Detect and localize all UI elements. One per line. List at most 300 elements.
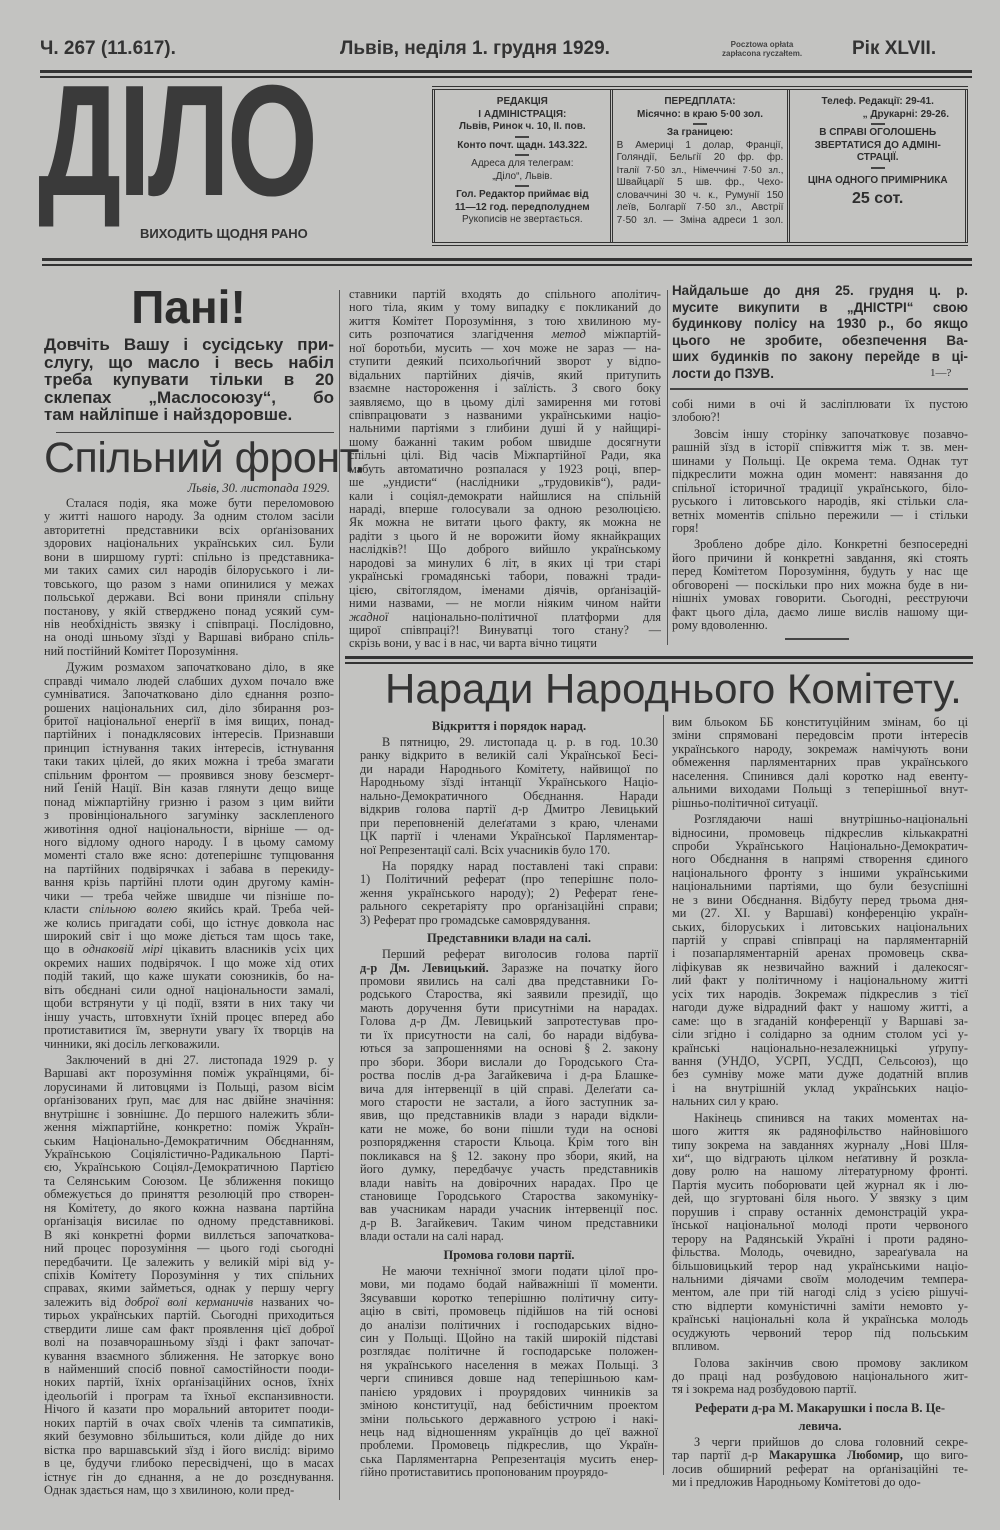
- text-line: розпорядження старости Кльоца. Крім того він: [360, 1135, 658, 1150]
- text-line: іншу участь, штовхнути їхній процес вперед або: [44, 1009, 334, 1024]
- subheading: Промова голови партії.: [443, 1247, 575, 1262]
- text-line: Накінець спинився на таких моментах на-: [694, 1110, 968, 1125]
- text-line: лий факт у політичному і національному житті: [672, 973, 968, 988]
- text-line: саме: що в згаданій конференції у Варшаві за-: [672, 1013, 968, 1028]
- text-line: [44, 1296, 334, 1309]
- text-line: животіння одної національности, вірніше — од-: [44, 821, 334, 836]
- text-segment: тар партії д-р: [672, 1448, 769, 1463]
- subheading: Відкриття і порядок нарад.: [431, 719, 587, 733]
- paragraph: [44, 1054, 334, 1497]
- paragraph: [672, 538, 968, 632]
- editorial-address: Львів, Ринок ч. 10, II. пов.: [458, 121, 586, 132]
- text-segment: міжпартій-: [585, 327, 661, 342]
- text-line: шого життя як радянофільство найновішого: [672, 1124, 968, 1139]
- text-line: мого старости не застали, а його заступник за-: [360, 1094, 658, 1109]
- text-line: хи“, що відграють цілком неґативну й розкла-: [672, 1151, 968, 1166]
- text-line: там найліпше і найздоровше.: [44, 405, 293, 425]
- text-line: відкрив голова партії д-р Дмитро Левицький: [360, 802, 658, 817]
- column-rule: [667, 290, 668, 645]
- text-line: зміни польського державного устрою і накі-: [360, 1411, 658, 1426]
- divider: [693, 123, 707, 125]
- text-line: родського Староства, які заявили президії, що: [360, 987, 658, 1002]
- telegram-label: Адреса для телеграм:: [471, 158, 574, 169]
- paragraph: [672, 716, 968, 810]
- text-line: дову ролю на нашому літературному фронті.: [672, 1164, 968, 1179]
- text-line: і позапарляментарній аренах промовець сква-: [672, 946, 968, 961]
- abroad-price-line: Італії 7·50 зл., Німеччині 7·50 зл.,: [616, 164, 784, 176]
- subscription-info: [610, 90, 788, 242]
- divider: [56, 432, 334, 433]
- text-line: з провінціонального загумінку засклепленого: [44, 808, 334, 823]
- text-line: На порядку нарад поставлені такі справи:: [382, 858, 658, 873]
- divider: [515, 185, 529, 187]
- paragraph: [44, 336, 334, 424]
- text-line: постанову, у якій ствердженo понад усякий сум-: [44, 603, 334, 618]
- paragraph: [672, 428, 968, 536]
- subheading: Представники влади на салі.: [427, 931, 591, 946]
- text-line: народові за минулих 6 літ, в яких ці три старі: [349, 555, 661, 570]
- text-line: протиставитися їм, звернути увагу їх творців на: [44, 1023, 334, 1038]
- text-line: Перший реферат виголосив голова партії: [382, 947, 658, 962]
- text-line: ветніх моментів спільно пережили — і стільки: [672, 507, 968, 522]
- text-line: ми таких самих сил народів білоруського і ли-: [44, 563, 334, 578]
- text-line: ших будинків по закону перейде в ці-: [672, 349, 968, 364]
- text-line: тя і зокрема над розбудовою партії.: [672, 1382, 857, 1397]
- text-line: рому вдоволенню.: [672, 618, 768, 633]
- text-line: їнської національної молоді проти червоного: [672, 1218, 968, 1233]
- text-line: 1) Політичний реферат (про теперішнє поло-: [360, 872, 658, 887]
- text-line: Зроблено добре діло. Конкретні безпосередні: [694, 537, 968, 552]
- text-line: влади остали на салі нарад.: [360, 1229, 504, 1244]
- text-line: ментом, але при тій нагоді слід з усією рішучі-: [672, 1285, 968, 1300]
- price-label: ЦІНА ОДНОГО ПРИМІРНИКА: [807, 174, 948, 186]
- text-line: внутрішнє і зовнішнє. До першого належить збли-: [44, 1106, 334, 1121]
- article-column: [44, 497, 334, 1530]
- text-line: нець над відношенням українців до цеї важної: [360, 1425, 658, 1440]
- italic-text: однаковій мірі: [82, 942, 164, 957]
- text-line: спроби Українського Національно-Демократич-: [672, 838, 968, 853]
- text-line: чинники, які досіль легковажили.: [44, 1036, 220, 1051]
- article-end-rule: [785, 638, 849, 640]
- text-line: Дужим розмахом започатковано діло, в яке: [66, 660, 334, 675]
- text-line: Не маючи технічної змоги подати цілої про-: [382, 1263, 658, 1278]
- editorial-info: [432, 90, 610, 242]
- divider: [515, 154, 529, 156]
- article-column: [672, 398, 968, 638]
- text-line: [44, 943, 334, 956]
- text-line: на партійних подвірячках і забава в перекиду-: [44, 861, 334, 876]
- text-line: справді чимало людей слабших духом почало вже: [44, 673, 334, 688]
- paragraph: [672, 398, 968, 425]
- paragraph: [360, 860, 658, 927]
- paragraph: [672, 283, 968, 382]
- article-title: Наради Народнього Комітету.: [385, 665, 962, 712]
- column-rule: [663, 715, 664, 1475]
- text-line: Голова д-р Дм. Левицький запротестував про-: [360, 1014, 658, 1029]
- text-line: лосив обширний реферат на орґанізаційні те-: [672, 1461, 968, 1476]
- text-line: Нічого й казати про моральний авторитет пооди-: [44, 1402, 334, 1417]
- text-line: вання (УНДО, УСРП, УСДП, Сельсоюз), що: [672, 1053, 968, 1068]
- text-line: тирьох українських партій. Сьогодні приходиться: [44, 1308, 334, 1323]
- paragraph: [360, 1265, 658, 1480]
- text-line: впливом.: [672, 1339, 720, 1354]
- section-rule: [345, 656, 973, 664]
- text-line: радіти з цього й не ворожити йому якнайкращих: [349, 528, 661, 543]
- text-line: без сумніву може мати дуже додатній вплив: [672, 1067, 968, 1082]
- text-line: ським Національно-Демократичним Обєднанням,: [44, 1133, 334, 1148]
- italic-text: спільною волею: [89, 902, 178, 917]
- text-line: ноких партій, їхніх орґанізаційних основ, їхніх: [44, 1375, 334, 1390]
- text-line: ний процес порозуміння — цього годі сьогодні: [44, 1241, 334, 1256]
- editorial-heading: І АДМІНІСТРАЦІЯ:: [478, 108, 567, 120]
- text-line: єю, Українською Соціял-Демократичною Партією: [44, 1160, 334, 1175]
- text-line: злобою?!: [672, 410, 721, 425]
- text-line: ти їх присутности на салі, бо наради відбува-: [360, 1027, 658, 1042]
- text-line: вав учасникам наради учасник інтервенції пос.: [360, 1202, 658, 1217]
- text-line: шому бажанні таким робом швидше досягнути: [349, 434, 661, 449]
- text-line: ються за запрошеннями на основі § 2. закону: [360, 1041, 658, 1056]
- text-line: який безумовно збільшиться, коли дійде до них: [44, 1429, 334, 1444]
- text-line: промови явились на салі два представники Го-: [360, 974, 658, 989]
- text-segment: названих чо-: [253, 1294, 334, 1309]
- text-line: д-р В. Загайкевич. Таким чином представники: [360, 1215, 658, 1230]
- text-line: партій у справі співпраці на парляментарній: [672, 933, 968, 948]
- text-line: його причини й конкретні завдання, які стоять: [672, 550, 968, 565]
- text-line: Партія мусить поборювати цей журнал як і лю-: [672, 1177, 968, 1192]
- text-line: Довчіть Вашу і сусідську при-: [44, 336, 334, 354]
- text-line: ної боротьби, мусить — хоч може не зараз — на-: [349, 340, 661, 355]
- text-line: ної Репрезентації салі. Всіх учасників було 170.: [360, 842, 611, 857]
- text-line: влади навіть на довірочних нарадах. Про це: [360, 1175, 658, 1190]
- text-line: подій такий, що каже шукати союзників, бо на-: [44, 969, 334, 984]
- paragraph: [672, 813, 968, 1109]
- text-line: же колись пригадати собі, що істнує довкола нас: [44, 915, 334, 930]
- text-line: панією урядових і проурядових чинників за: [360, 1384, 658, 1399]
- ads-note: ЗВЕРТАТИСЯ ДО АДМІНІ-: [814, 139, 941, 151]
- text-line: рошених національних сил, діло збирання роз-: [44, 700, 334, 715]
- editor-hours: 11—12 год. передполуднем: [455, 201, 590, 213]
- text-line: роства послів д-ра Загайкевича і д-ра Блашке-: [360, 1068, 658, 1083]
- text-line: факт цього діла, даємо лише вислів нашому щи-: [672, 604, 968, 619]
- text-line: ідеольоґій і програм та їхньої експанзивности.: [44, 1388, 334, 1403]
- subscription-heading: ПЕРЕДПЛАТА:: [664, 96, 736, 107]
- text-line: окремих наших подвірячок. І що може хід отих: [44, 955, 334, 970]
- text-line: явив, що представників влади з наради відкли-: [360, 1108, 658, 1123]
- text-segment: цікавить власників усіх цих: [163, 942, 334, 957]
- text-line: Зясувавши коротко теперішню політичну ситу-: [360, 1290, 658, 1305]
- text-line: кування взаємного зближення. Не заторкує воно: [44, 1348, 334, 1363]
- text-line: не з вини Обєднання. Відбуту перед трьома дня-: [672, 892, 968, 907]
- text-line: З черги прийшов до слова головний секре-: [694, 1434, 968, 1449]
- text-line: зміни спрямовані передовсім проти інтересів: [672, 728, 968, 743]
- text-line: покликався на § 12. закону про збори, який, на: [360, 1148, 658, 1163]
- abroad-price-line: 7·50 зл. — Зміна адреси 1 зол.: [616, 214, 784, 226]
- ad-code: 1—?: [930, 367, 952, 379]
- postal-note-line: Pocztowa opłata: [730, 40, 794, 49]
- abroad-price-line: Швайцарії 5 шв. фр., Чехо-: [616, 177, 784, 188]
- telegram-address: „Діло“, Львів.: [492, 170, 553, 182]
- text-line: мають доручення бути присутніми на нарадах.: [360, 1000, 658, 1015]
- text-segment: національно-політичної платформи для: [388, 609, 661, 624]
- text-line: В які конкретні форми виллється започаткова-: [44, 1227, 334, 1242]
- text-line: горя!: [672, 520, 699, 535]
- abroad-price-line: В Америці 1 долар, Франції,: [616, 139, 784, 151]
- text-line: [360, 962, 658, 975]
- text-line: ними назвами, — не могли ніяким чином найти: [349, 596, 661, 611]
- paragraph: [349, 288, 661, 651]
- text-line: орґанізація висилає по одному представникові.: [44, 1214, 334, 1229]
- text-line: передбачити. Це залежить у великій мірі від у-: [44, 1254, 334, 1269]
- bold-text: д-р Дм. Левицький.: [360, 960, 489, 975]
- text-segment: якийсь край. Треба чей-: [177, 902, 334, 917]
- text-line: національного фронту з іншими українськими: [672, 865, 968, 880]
- manuscripts-note: Рукописів не звертається.: [461, 214, 583, 225]
- text-line: орґанізованих ґруп, має для нас двійне значіння:: [44, 1093, 334, 1108]
- text-line: наслідків?! Що доброго вийшло українському: [349, 542, 661, 557]
- text-line: нальними партіями з глибини душі й у найщирі-: [349, 421, 661, 436]
- text-line: відносини, промовець підкреслив кількакратні: [672, 825, 968, 840]
- text-line: національними партіями, що були безуспішні: [672, 879, 968, 894]
- text-line: населення. Спинився далі коротко над евенту-: [672, 768, 968, 783]
- text-line: склепах „Маслосоюзу“, бо: [44, 387, 334, 407]
- text-line: спільним фронтом — проявився знову безсмерт-: [44, 767, 334, 782]
- text-line: більшовицький терор над українськими націо-: [672, 1258, 968, 1273]
- text-line: ний Ґеній Нації. Він казав глянути дещо вище: [44, 781, 334, 796]
- text-line: зміною конституції, над бебістичним проектом: [360, 1398, 658, 1413]
- text-line: сіли згідно і солідарно за одним столом усі у-: [672, 1027, 968, 1042]
- phone-printing: „ Друкарні: 29-26.: [862, 108, 950, 120]
- text-line: ня Комітету, до якого кожна названа партійна: [44, 1200, 334, 1215]
- divider: [871, 167, 885, 169]
- text-line: ми (27. XI. у Варшаві) конференцію україн-: [672, 906, 968, 921]
- text-line: польської держави. Всі вони приняли спільну: [44, 590, 334, 605]
- text-line: обмеження парляментарних прав українського: [672, 755, 968, 770]
- bold-text: Макарушка Любомир,: [768, 1448, 903, 1463]
- italic-text: метод: [551, 327, 586, 342]
- text-line: усіх тих народів. Зокремаж підкреслив з тієї: [672, 986, 968, 1001]
- text-line: 3) Реферат про громадське самоврядування.: [360, 912, 591, 927]
- text-line: будинкову полісу на 1930 р., бо якщо: [672, 316, 968, 331]
- editor-hours: Гол. Редактор приймає від: [456, 189, 589, 200]
- text-line: ний постійний Комітет Порозуміння.: [44, 643, 239, 658]
- text-line: ацію в світі, промовець підійшов на тій основі: [360, 1304, 658, 1319]
- text-line: мабуть автоматично розпалася у 1923 році, впер-: [349, 461, 661, 476]
- text-line: принцип істнування таких інтересів, істнування: [44, 740, 334, 755]
- divider: [670, 388, 968, 390]
- abroad-price-line: словаччині 30 ч. к., Румунії 150: [616, 189, 784, 201]
- text-line: до праці над розбудовою національного жит-: [672, 1369, 968, 1384]
- text-line: товського, що разом з нами опинилися у межах: [44, 576, 334, 591]
- text-line: ських, білоруських і литовських національних: [672, 919, 968, 934]
- text-segment: Заразже на початку його: [488, 960, 658, 975]
- text-line: вістка про варшавський зїзд і його вислід: віримо: [44, 1442, 334, 1457]
- publication-year: Рік XLVII.: [852, 38, 937, 59]
- text-line: нішніх умовах говорити. Сьогодні, реєструючи: [672, 591, 968, 606]
- text-line: [672, 1449, 968, 1462]
- text-line: слугу, що масло і весь набіл: [44, 352, 334, 372]
- text-line: ступити деякий психольоґічний зворот у відпо-: [349, 354, 661, 369]
- issue-date: Львів, неділя 1. грудня 1929.: [340, 38, 610, 59]
- text-line: українські громадянські табори, поважні тради-: [349, 569, 661, 584]
- text-line: ставники партій входять до спільного аполітич-: [349, 288, 661, 301]
- text-line: вим бльоком ББ конституційним змінам, бо ці: [672, 716, 968, 729]
- text-line: співпрацювати з названими українськими націо-: [349, 407, 661, 422]
- paragraph: [360, 736, 658, 857]
- article-column: [360, 715, 658, 1495]
- paragraph: [672, 1436, 968, 1490]
- text-line: осуджують червоний терор під польським: [672, 1325, 968, 1340]
- text-line: [349, 611, 661, 624]
- info-box: [432, 86, 968, 246]
- phone-editorial: Телеф. Редакції: 29-41.: [821, 96, 934, 107]
- text-line: волі на позавчорашньому зїзді і факт започат-: [44, 1335, 334, 1350]
- text-line: ня українського населення в межах Польщі. З: [360, 1357, 658, 1372]
- text-line: ліфікував як незвичайно важний і далекосяг-: [672, 959, 968, 974]
- text-line: Народньому зїзді інтанції Українського Націо-: [360, 775, 658, 790]
- abroad-price-line: леїв, Болгарії 7·50 зл., Австрії: [616, 202, 784, 213]
- text-segment: класти: [44, 902, 90, 917]
- subheading: Реферати д-ра М. Макарушки і посла В. Це-: [694, 1400, 945, 1415]
- postal-note-line: zapłacona ryczałtem.: [722, 49, 803, 58]
- text-line: щирої співпраці?! Винуватці того стану? —: [349, 622, 661, 637]
- subheading: левича.: [798, 1418, 842, 1433]
- text-line: Голова закінчив свою промову закликом: [694, 1355, 968, 1370]
- text-line: Сталася подія, яка може бути переломовою: [66, 497, 334, 510]
- text-line: черги спинився довше над теперішньою кам-: [360, 1371, 658, 1386]
- text-line: рального секретаріяту про орґанізаційні справи;: [360, 899, 658, 914]
- text-line: мусите викупити в „ДНІСТРІ“ свою: [672, 299, 968, 315]
- text-line: Варшаві акт порозуміння поміж українцями, бі-: [44, 1066, 334, 1081]
- text-line: розглядає політичне й господарське положен-: [360, 1344, 658, 1359]
- text-line: підкреслити можна один момент: навязання до: [672, 467, 968, 482]
- text-line: в це, будучи глибоко пересвідчені, що в масах: [44, 1456, 334, 1471]
- text-line: собі ними в очі й засліплювати їх пустою: [672, 398, 968, 411]
- text-segment: залежить від: [44, 1294, 125, 1309]
- text-line: Зовсім іншу сторінку започатковує позавчо-: [694, 426, 968, 441]
- text-line: проблеми. Промовець підкреслив, що Україн-: [360, 1438, 658, 1453]
- text-line: життя Комітет Порозуміння, з тою хвилиною му-: [349, 313, 661, 328]
- text-line: Українською Соціялістично-Радикальною Парті-: [44, 1147, 334, 1162]
- paragraph: [44, 661, 334, 1051]
- text-line: справах, якими займеться, однак у першу чергу: [44, 1281, 334, 1296]
- abroad-label: За границею:: [666, 127, 734, 138]
- text-line: дей, що згуртовані біля нього. У звязку з цим: [672, 1191, 968, 1206]
- text-line: вича для інтервенції в цій справі. Делеґати са-: [360, 1081, 658, 1096]
- text-line: ми і предложив Народньому Комітетові до одо-: [672, 1475, 921, 1490]
- text-line: ґійно протиставитись пропонованим проурядо-: [360, 1465, 609, 1480]
- paragraph: [44, 497, 334, 658]
- text-line: син у Польщі. Щойно на такій широкій підставі: [360, 1330, 658, 1345]
- text-line: [349, 328, 661, 341]
- italic-text: доброї волі керманичів: [124, 1294, 254, 1309]
- text-line: ження міжпартійне, конкретно: поміж Україн-: [44, 1120, 334, 1135]
- divider: [515, 136, 529, 138]
- text-line: спільні цілі. Від часів Міжпартійної Ради, яка: [349, 448, 661, 463]
- text-line: нальними діячами своїм молодечим темпера-: [672, 1271, 968, 1286]
- text-line: чики — треба чейже швидше чи пізніше по-: [44, 888, 334, 903]
- text-line: нів необхідність звязку і співпраці. Послідовно,: [44, 616, 334, 631]
- text-line: його думку, передбачує участь представників: [360, 1162, 658, 1177]
- paragraph: [672, 1357, 968, 1397]
- italic-text: жадної: [349, 609, 389, 624]
- text-line: лорусинами й литовцями із Польщі, разом вісім: [44, 1079, 334, 1094]
- text-line: широкий світ і що може діється там щось таке,: [44, 929, 334, 944]
- text-line: ська Парляментарна Репрезентація мусить енер-: [360, 1451, 658, 1466]
- text-line: В пятницю, 29. листопада ц. р. в год. 10.30: [382, 735, 658, 749]
- text-line: понад міжпартійну гризню і разом з цим вийти: [44, 794, 334, 809]
- text-line: партійних і понадклясових інтересів. Признавши: [44, 727, 334, 742]
- text-line: вання крізь партійні плоти один другому камін-: [44, 875, 334, 890]
- text-line: рашній зїзд в історії співжиття між т. зв. мен-: [672, 440, 968, 455]
- contacts-info: [787, 90, 968, 242]
- text-line: Розглядаючи наші внутрішньо-національні: [694, 812, 968, 827]
- text-line: здорових національних українських сил. Були: [44, 536, 334, 551]
- text-line: Найдальше до дня 25. грудня ц. р.: [672, 283, 968, 298]
- text-line: ноких партій в очах своїх членів та симпатиків,: [44, 1415, 334, 1430]
- text-line: авторитетні представники всіх орґанізованих: [44, 522, 334, 537]
- article-dateline: Львів, 30. листопада 1929.: [187, 481, 330, 495]
- editorial-heading: РЕДАКЦІЯ: [496, 96, 548, 107]
- text-line: скрізь вони, у вас і в нас, чи варта вічно тицяти: [349, 636, 597, 651]
- text-line: моменті стало вже ясно: дотеперішнє тупцювання: [44, 848, 334, 863]
- text-line: взаємне настороження і заїлість. З свого боку: [349, 381, 661, 396]
- text-line: ження українського народу); 2) Реферат ґене-: [360, 885, 658, 900]
- text-line: руського і литовського народів, які стільки сла-: [672, 494, 968, 509]
- text-line: становище Городського Староства закомуніку-: [360, 1189, 658, 1204]
- text-line: ше „ундисти“ (наслідники „трудовиків“), ради-: [349, 475, 661, 490]
- article-title: Спільний фронт.: [44, 434, 366, 482]
- text-segment: сить розпочатися злагідчення: [349, 327, 552, 342]
- newspaper-title: ДІЛО: [38, 53, 315, 229]
- text-line: цією, світоглядом, іменами діячів, орґанізацій-: [349, 582, 661, 597]
- issue-number: Ч. 267 (11.617).: [40, 38, 176, 59]
- text-line: нально-Демократичного Обєднання. Наради: [360, 788, 658, 803]
- text-line: вони в ширшому гурті: спільно із представника-: [44, 549, 334, 564]
- price: 25 сот.: [851, 190, 904, 207]
- postal-account: Конто почт. щадн. 143.322.: [457, 139, 588, 151]
- text-line: в найменший спосіб повної самостійности пооди-: [44, 1362, 334, 1377]
- text-line: шинами у Польщі. Це окрема тема. Однак тут: [672, 453, 968, 468]
- column-rule: [339, 290, 340, 1500]
- text-line: заявляємо, що в цьому ділі замирення ми готові: [349, 394, 661, 409]
- text-segment: що в: [44, 942, 83, 957]
- text-line: відальних партійних діячів, який притупить: [349, 367, 661, 382]
- text-line: віть обєднані сили одної національности замалі,: [44, 982, 334, 997]
- text-line: країнські національно-незалежницькі уґрупу-: [672, 1040, 968, 1055]
- text-line: таки таких цілей, до яких можна і треба змагати: [44, 754, 334, 769]
- section-rule: [42, 258, 972, 266]
- text-line: ЦК партії і членами Української Парляментар-: [360, 829, 658, 844]
- subscription-monthly: Місячно: в краю 5·00 зол.: [637, 108, 763, 120]
- paragraph: [672, 1112, 968, 1354]
- text-line: ранку відкрито в великій салі Української Бесі-: [360, 748, 658, 763]
- text-line: треба купувати тільки в 20: [44, 370, 334, 390]
- text-line: ного Обєднання в напрямі створення єдиного: [672, 852, 968, 867]
- article-column: [672, 716, 968, 1496]
- text-line: при переповненій делеґатами з краю, членами: [360, 815, 658, 830]
- text-line: ного тіла, яким у тому випадку є покликаний до: [349, 300, 661, 315]
- text-line: ного відлому одного народу. І в цьому самому: [44, 834, 334, 849]
- text-line: спіхів Комітету Порозуміння у тих спільних: [44, 1267, 334, 1282]
- tagline: ВИХОДИТЬ ЩОДНЯ РАНО: [140, 226, 308, 241]
- text-line: типу зокрема на завданнях журналу „Нові Шля-: [672, 1137, 968, 1152]
- text-line: лости до ПЗУВ.: [672, 365, 774, 381]
- divider: [871, 123, 885, 125]
- text-line: спільної історичної традиції українського, біло-: [672, 480, 968, 495]
- article-column: [349, 288, 661, 654]
- text-line: на оноді шньому зїзді у Варшаві вибрано спіль-: [44, 630, 334, 645]
- text-line: перед Комітетом Порозуміння, будуть у нас ще: [672, 564, 968, 579]
